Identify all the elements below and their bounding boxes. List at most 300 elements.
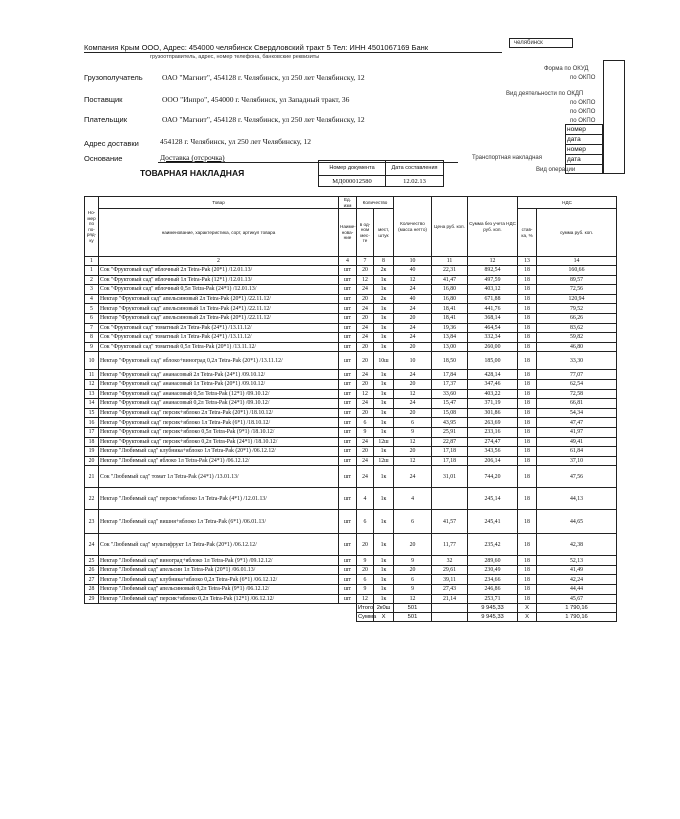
supplier-label: Поставщик [84,95,123,104]
row-number: 13 [85,389,99,399]
row-price: 18,41 [432,304,468,314]
row-number: 2 [85,275,99,285]
row-sum: 206,14 [468,456,518,466]
row-number: 9 [85,342,99,352]
row-number: 6 [85,313,99,323]
row-places: 1к [374,594,394,604]
table-row [85,370,617,380]
row-qty-per-place: 20 [357,313,374,323]
row-sum: 274,47 [468,437,518,447]
row-vat-sum: 49,41 [537,437,617,447]
row-price: 18,41 [432,313,468,323]
row-vat-sum: 61,84 [537,447,617,457]
row-places: 1к [374,585,394,595]
row-name: Нектар "Любимый сад" персик+яблоко 1л Tetra-Pak (4*1) /12.01.13/ [99,488,339,510]
row-vat-sum: 66,26 [537,313,617,323]
row-qty-per-place: 20 [357,379,374,389]
delivery-value: 454128 г. Челябинск, ул 250 лет Челябинску, 12 [160,137,312,146]
row-vat-rate: 18 [518,575,537,585]
col-number-row [85,257,617,266]
row-sum: 332,34 [468,333,518,343]
row-net: 20 [394,342,432,352]
row-number: 24 [85,534,99,556]
row-name: Сок "Фруктовый сад" яблочный 0,5л Tetra-Pak (24*1) /12.01.13/ [99,285,339,295]
row-places: 10ш [374,352,394,370]
company-caption: грузоотправитель, адрес, номер телефона, банковские реквизиты [150,54,320,60]
row-unit: шт [339,323,357,333]
row-vat-sum: 42,38 [537,534,617,556]
row-qty-per-place: 20 [357,342,374,352]
row-name: Нектар "Фруктовый сад" апельсиновый 2л Tetra-Pak (20*1) /22.11.12/ [99,313,339,323]
table-row [85,352,617,370]
row-sum: 403,22 [468,389,518,399]
row-number: 12 [85,379,99,389]
th-vat: НДС [518,197,617,209]
row-qty-per-place: 20 [357,266,374,276]
city-box: челябинск [514,40,543,46]
table-row [85,556,617,566]
row-sum: 260,00 [468,342,518,352]
row-vat-rate: 18 [518,323,537,333]
row-unit: шт [339,313,357,323]
row-price: 19,36 [432,323,468,333]
doc-date-header: Дата составления [386,161,444,176]
row-vat-sum: 62,54 [537,379,617,389]
row-vat-rate: 18 [518,466,537,488]
row-vat-sum: 83,62 [537,323,617,333]
col-num: 11 [432,257,468,266]
row-places: 1к [374,275,394,285]
row-sum: 263,69 [468,418,518,428]
col-num: 10 [394,257,432,266]
col-num: 7 [357,257,374,266]
row-name: Нектар "Любимый сад" клубника+яблоко 0,2л Tetra-Pak (6*1) /06.12.12/ [99,575,339,585]
row-name: Нектар "Фруктовый сад" яблоко+виноград 0,2л Tetra-Pak (20*1) /13.11.12/ [99,352,339,370]
row-name: Нектар "Любимый сад" вишня+яблоко 1л Tetra-Pak (6*1) /06.01.13/ [99,510,339,534]
row-name: Сок "Любимый сад" томат 1л Tetra-Pak (24*1) /13.01.13/ [99,466,339,488]
row-vat-rate: 18 [518,534,537,556]
row-unit: шт [339,275,357,285]
row-places: 1к [374,408,394,418]
row-sum: 892,54 [468,266,518,276]
row-net: 24 [394,323,432,333]
row-qty-per-place: 6 [357,418,374,428]
row-unit: шт [339,466,357,488]
row-net: 20 [394,534,432,556]
row-price: 13,84 [432,333,468,343]
row-name: Сок "Фруктовый сад" яблочный 2л Tetra-Pak (20*1) /12.01.13/ [99,266,339,276]
row-qty-per-place: 20 [357,565,374,575]
row-unit: шт [339,437,357,447]
table-row [85,534,617,556]
row-qty-per-place: 24 [357,399,374,409]
row-places: 2к [374,294,394,304]
table-row [85,565,617,575]
doc-number-header: Номер документа [319,161,386,176]
doc-title: ТОВАРНАЯ НАКЛАДНАЯ [140,168,245,178]
th-unit-sub: Наиме-нова-ние [339,209,357,257]
row-qty-per-place: 24 [357,466,374,488]
row-vat-sum: 160,66 [537,266,617,276]
row-places: 1к [374,418,394,428]
row-number: 22 [85,488,99,510]
row-number: 26 [85,565,99,575]
col-num: 2 [99,257,339,266]
row-sum: 343,56 [468,447,518,457]
row-vat-sum: 44,13 [537,488,617,510]
th-vat-rate: став-ка, % [518,209,537,257]
row-number: 18 [85,437,99,447]
row-vat-sum: 120,94 [537,294,617,304]
row-sum: 347,46 [468,379,518,389]
row-number: 7 [85,323,99,333]
row-net: 20 [394,379,432,389]
table-row [85,427,617,437]
row-vat-sum: 77,07 [537,370,617,380]
row-vat-rate: 18 [518,333,537,343]
row-net: 6 [394,418,432,428]
totals-row [85,604,617,613]
row-price: 43,95 [432,418,468,428]
row-net: 40 [394,294,432,304]
row-qty-per-place: 12 [357,275,374,285]
row-vat-sum: 37,10 [537,456,617,466]
row-unit: шт [339,556,357,566]
row-sum: 464,54 [468,323,518,333]
row-places: 1к [374,333,394,343]
row-number: 11 [85,370,99,380]
row-net: 40 [394,266,432,276]
row-unit: шт [339,342,357,352]
row-unit: шт [339,294,357,304]
row-unit: шт [339,534,357,556]
row-qty-per-place: 6 [357,575,374,585]
row-name: Нектар "Любимый сад" апельсин 1л Tetra-Pak (20*1) /06.01.13/ [99,565,339,575]
summa-places: X [374,613,394,622]
row-net: 10 [394,352,432,370]
row-vat-rate: 18 [518,285,537,295]
row-net: 12 [394,456,432,466]
consignee-label: Грузополучатель [84,73,143,82]
row-net: 12 [394,389,432,399]
row-places: 1к [374,342,394,352]
row-net: 24 [394,304,432,314]
row-vat-sum: 66,81 [537,399,617,409]
row-places: 1к [374,534,394,556]
row-price: 17,37 [432,379,468,389]
row-vat-rate: 18 [518,389,537,399]
row-number: 20 [85,456,99,466]
summa-row [85,613,617,622]
doc-number: МД000012580 [319,176,386,187]
row-net: 9 [394,427,432,437]
row-qty-per-place: 20 [357,447,374,457]
okud-label: Форма по ОКУД [544,66,589,72]
row-number: 21 [85,466,99,488]
basis-label: Основание [84,154,123,163]
row-price: 22,87 [432,437,468,447]
row-name: Нектар "Фруктовый сад" ананасовый 1л Tetra-Pak (20*1) /09.10.12/ [99,379,339,389]
row-qty-per-place: 20 [357,294,374,304]
row-price: 11,77 [432,534,468,556]
row-vat-rate: 18 [518,418,537,428]
doc-number-box [318,160,444,187]
totals-sum: 9 945,33 [468,604,518,613]
row-vat-sum: 47,56 [537,466,617,488]
row-sum: 185,00 [468,352,518,370]
row-price: 17,18 [432,456,468,466]
row-vat-sum: 41,97 [537,427,617,437]
row-places: 12ш [374,437,394,447]
row-sum: 368,14 [468,313,518,323]
row-unit: шт [339,379,357,389]
row-net: 4 [394,488,432,510]
row-vat-rate: 18 [518,370,537,380]
row-unit: шт [339,585,357,595]
row-price: 17,84 [432,370,468,380]
row-unit: шт [339,456,357,466]
row-name: Сок "Фруктовый сад" томатный 0,5л Tetra-Pak (20*1) /13.11.12/ [99,342,339,352]
row-price: 33,60 [432,389,468,399]
row-unit: шт [339,510,357,534]
row-vat-rate: 18 [518,352,537,370]
row-vat-sum: 33,30 [537,352,617,370]
row-unit: шт [339,427,357,437]
row-qty-per-place: 6 [357,510,374,534]
row-name: Нектар "Фруктовый сад" апельсиновый 1л Tetra-Pak (24*1) /22.11.12/ [99,304,339,314]
row-vat-sum: 59,82 [537,333,617,343]
row-price: 17,18 [432,447,468,457]
row-unit: шт [339,594,357,604]
doc-date: 12.02.13 [386,176,444,187]
row-price: 13,00 [432,342,468,352]
row-sum: 497,59 [468,275,518,285]
row-places: 1к [374,427,394,437]
row-number: 16 [85,418,99,428]
table-row [85,389,617,399]
row-unit: шт [339,488,357,510]
row-number: 5 [85,304,99,314]
table-row [85,408,617,418]
row-places: 2к [374,266,394,276]
row-places: 1к [374,447,394,457]
code-date2-label: дата [566,155,603,165]
row-places: 1к [374,285,394,295]
table-row [85,294,617,304]
row-number: 17 [85,427,99,437]
totals-rate: X [518,604,537,613]
row-vat-sum: 42,24 [537,575,617,585]
row-places: 1к [374,399,394,409]
th-price: Цена руб. коп. [432,197,468,257]
row-places: 1к [374,565,394,575]
row-price: 31,01 [432,466,468,488]
row-vat-rate: 18 [518,510,537,534]
row-price: 32 [432,556,468,566]
th-unit: Ед. изм [339,197,357,209]
row-vat-sum: 46,80 [537,342,617,352]
row-net: 20 [394,408,432,418]
row-vat-rate: 18 [518,275,537,285]
col-num: 4 [339,257,357,266]
row-price: 25,91 [432,427,468,437]
row-places: 1к [374,575,394,585]
row-vat-rate: 18 [518,294,537,304]
row-name: Нектар "Любимый сад" апельсиновый 0,2л Tetra-Pak (9*1) /06.12.12/ [99,585,339,595]
totals-vat: 1 790,16 [537,604,617,613]
row-qty-per-place: 24 [357,456,374,466]
th-vat-sum: сумма руб. коп. [537,209,617,257]
th-qty-b: мест, штук [374,209,394,257]
row-unit: шт [339,333,357,343]
row-net: 24 [394,399,432,409]
okpo-label: по ОКПО [570,75,596,81]
table-row [85,488,617,510]
row-price: 41,47 [432,275,468,285]
col-num: 12 [468,257,518,266]
row-vat-sum: 72,58 [537,389,617,399]
row-number: 4 [85,294,99,304]
row-net: 24 [394,370,432,380]
row-unit: шт [339,266,357,276]
row-sum: 246,86 [468,585,518,595]
row-sum: 253,71 [468,594,518,604]
row-price: 27,43 [432,585,468,595]
row-vat-sum: 41,49 [537,565,617,575]
table-row [85,333,617,343]
row-price: 29,61 [432,565,468,575]
row-unit: шт [339,418,357,428]
row-sum: 371,19 [468,399,518,409]
row-net: 12 [394,275,432,285]
row-number: 25 [85,556,99,566]
totals-net: 501 [394,604,432,613]
row-net: 12 [394,437,432,447]
row-price: 21,14 [432,594,468,604]
row-qty-per-place: 24 [357,323,374,333]
row-qty-per-place: 4 [357,488,374,510]
row-net: 24 [394,466,432,488]
row-name: Нектар "Фруктовый сад" персик+яблоко 1л Tetra-Pak (6*1) /18.10.12/ [99,418,339,428]
row-number: 29 [85,594,99,604]
row-number: 10 [85,352,99,370]
row-name: Нектар "Фруктовый сад" персик+яблоко 0,2л Tetra-Pak (24*1) /18.10.12/ [99,437,339,447]
row-places: 1к [374,323,394,333]
table-row [85,342,617,352]
row-vat-rate: 18 [518,379,537,389]
row-qty-per-place: 24 [357,285,374,295]
summa-label: Сумма [358,614,377,621]
code-number2-label: номер [566,145,603,155]
row-number: 27 [85,575,99,585]
row-vat-rate: 18 [518,447,537,457]
row-name: Нектар "Любимый сад" клубника+яблоко 1л Tetra-Pak (20*1) /06.12.12/ [99,447,339,457]
row-sum: 235,42 [468,534,518,556]
row-unit: шт [339,370,357,380]
summa-sum: 9 945,33 [468,613,518,622]
table-row [85,510,617,534]
basis-value: Доставка (отсрочка) [160,153,225,162]
row-vat-sum: 44,44 [537,585,617,595]
row-price: 15,08 [432,408,468,418]
row-qty-per-place: 20 [357,352,374,370]
payer-label: Плательщик [84,115,127,124]
row-sum: 441,76 [468,304,518,314]
totals-label: Итого [358,605,374,612]
col-num: 1 [85,257,99,266]
okpo3-label: по ОКПО [570,109,596,115]
row-qty-per-place: 24 [357,304,374,314]
row-vat-rate: 18 [518,408,537,418]
row-sum: 428,14 [468,370,518,380]
row-net: 24 [394,333,432,343]
row-number: 14 [85,399,99,409]
row-net: 6 [394,510,432,534]
row-name: Нектар "Любимый сад" виноград+яблоко 1л Tetra-Pak (9*1) /09.12.12/ [99,556,339,566]
activity-label: Вид деятельности по ОКДП [506,91,584,97]
th-no: Но-мер по по-ряд-ку [85,197,99,257]
table-row [85,418,617,428]
table-row [85,575,617,585]
row-vat-sum: 44,65 [537,510,617,534]
row-vat-rate: 18 [518,266,537,276]
row-unit: шт [339,389,357,399]
row-vat-rate: 18 [518,313,537,323]
code-number-label: номер [566,125,603,135]
row-qty-per-place: 12 [357,594,374,604]
row-net: 20 [394,313,432,323]
row-vat-sum: 47,47 [537,418,617,428]
row-vat-sum: 89,57 [537,275,617,285]
row-places: 1к [374,379,394,389]
codes-column [603,60,625,174]
delivery-label: Адрес доставки [84,139,139,148]
table-row [85,266,617,276]
row-net: 24 [394,285,432,295]
table-row [85,275,617,285]
row-price: 15,47 [432,399,468,409]
row-sum: 233,16 [468,427,518,437]
table-row [85,285,617,295]
table-row [85,379,617,389]
row-vat-rate: 18 [518,427,537,437]
consignee-value: ОАО "Магнит", 454128 г. Челябинск, ул 250 лет Челябинску, 12 [162,73,365,82]
transport-label: Транспортная накладная [472,155,543,161]
row-sum: 245,14 [468,488,518,510]
row-price: 16,80 [432,285,468,295]
row-qty-per-place: 24 [357,333,374,343]
row-places: 1к [374,313,394,323]
row-vat-rate: 18 [518,488,537,510]
okpo2-label: по ОКПО [570,100,596,106]
row-net: 12 [394,594,432,604]
payer-value: ОАО "Магнит", 454128 г. Челябинск, ул 250 лет Челябинску, 12 [162,115,365,124]
col-num: 8 [374,257,394,266]
row-name: Нектар "Фруктовый сад" апельсиновый 2л Tetra-Pak (20*1) /22.11.12/ [99,294,339,304]
row-places: 1к [374,466,394,488]
row-sum: 403,12 [468,285,518,295]
row-places: 1к [374,510,394,534]
row-unit: шт [339,575,357,585]
row-vat-rate: 18 [518,585,537,595]
row-number: 3 [85,285,99,295]
th-net: Количество (масса нетто) [394,197,432,257]
row-net: 9 [394,556,432,566]
row-qty-per-place: 24 [357,370,374,380]
row-places: 1к [374,389,394,399]
col-num: 13 [518,257,537,266]
row-number: 15 [85,408,99,418]
